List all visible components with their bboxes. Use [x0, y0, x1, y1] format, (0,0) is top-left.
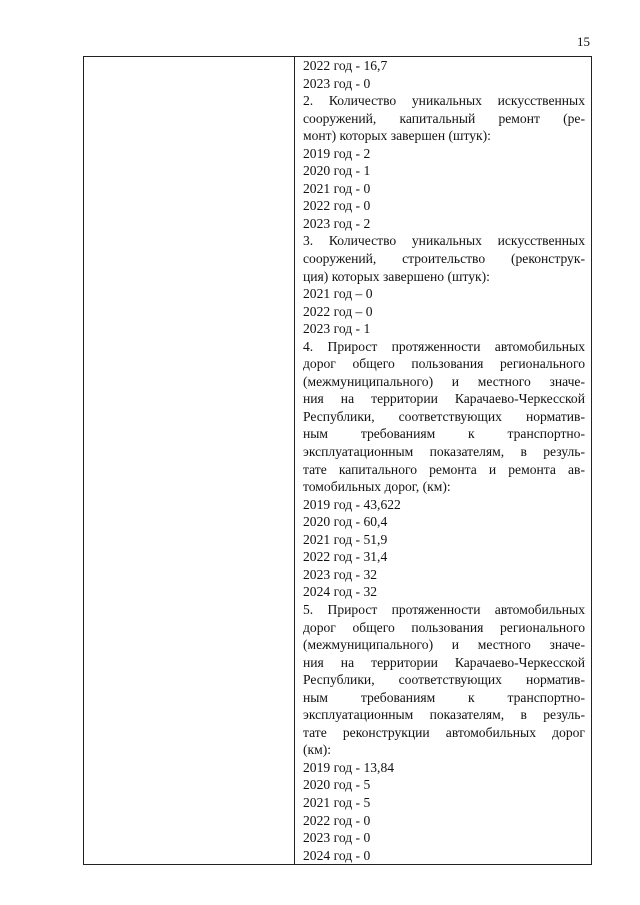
text-line: Республики, соответствующих норматив-	[303, 408, 585, 424]
text-line: 3. Количество уникальных искусственных	[303, 233, 585, 249]
text-line: 2021 год – 0	[303, 286, 373, 302]
page-number: 15	[577, 34, 590, 49]
indicators-table	[83, 56, 592, 865]
text-line: 2021 год - 51,9	[303, 531, 388, 547]
text-line: сооружений, строительство (реконструк-	[303, 251, 585, 267]
text-line: 2022 год – 0	[303, 303, 373, 319]
text-line: 2020 год - 1	[303, 163, 371, 179]
text-line: 2023 год - 32	[303, 566, 378, 582]
text-line: 2022 год - 16,7	[303, 58, 388, 73]
text-line: эксплуатационным показателям, в резуль-	[303, 707, 585, 723]
text-line: 2022 год - 0	[303, 812, 371, 828]
text-line: 2020 год - 60,4	[303, 514, 388, 530]
table-cell-indicators	[295, 57, 592, 865]
text-line: ция) которых завершено (штук):	[303, 268, 490, 284]
text-line: 2024 год - 0	[303, 847, 371, 863]
text-line: Республики, соответствующих норматив-	[303, 672, 585, 688]
text-line: 2021 год - 5	[303, 794, 371, 810]
text-line: 2019 год - 43,622	[303, 496, 401, 512]
text-line: 2023 год - 1	[303, 321, 371, 337]
text-line: монт) которых завершен (штук):	[303, 128, 491, 144]
text-line: ным требованиям к транспортно-	[303, 689, 585, 705]
text-line: эксплуатационным показателям, в резуль-	[303, 444, 585, 460]
text-line: (межмуниципального) и местного значе-	[303, 637, 585, 653]
text-line: дорог общего пользования регионального	[303, 619, 585, 635]
text-line: 2024 год - 32	[303, 584, 378, 600]
text-line: 2022 год - 0	[303, 198, 371, 214]
text-line: дорог общего пользования регионального	[303, 356, 585, 372]
text-line: 2021 год - 0	[303, 180, 371, 196]
text-line: 2023 год - 0	[303, 830, 371, 846]
text-line: 2023 год - 2	[303, 215, 371, 231]
text-line: 2019 год - 2	[303, 145, 371, 161]
table-cell-empty	[84, 57, 295, 865]
text-line: ния на территории Карачаево-Черкесской	[303, 391, 585, 407]
text-line: 5. Прирост протяженности автомобильных	[303, 601, 585, 617]
text-line: 2022 год - 31,4	[303, 549, 388, 565]
indicator-text-block	[295, 57, 591, 864]
text-line: тате капитального ремонта и ремонта ав-	[303, 461, 585, 477]
text-line: 2. Количество уникальных искусственных	[303, 93, 585, 109]
text-line: тате реконструкции автомобильных дорог	[303, 724, 585, 740]
text-line: (км):	[303, 742, 332, 758]
text-line: (межмуниципального) и местного значе-	[303, 373, 585, 389]
text-line: 2019 год - 13,84	[303, 759, 395, 775]
text-line: 2020 год - 5	[303, 777, 371, 793]
text-line: 2023 год - 0	[303, 75, 371, 91]
text-line: 4. Прирост протяженности автомобильных	[303, 338, 585, 354]
text-line: ным требованиям к транспортно-	[303, 426, 585, 442]
text-line: томобильных дорог, (км):	[303, 479, 451, 495]
table-row	[84, 57, 592, 865]
text-line: сооружений, капитальный ремонт (ре-	[303, 110, 585, 126]
text-line: ния на территории Карачаево-Черкесской	[303, 654, 585, 670]
